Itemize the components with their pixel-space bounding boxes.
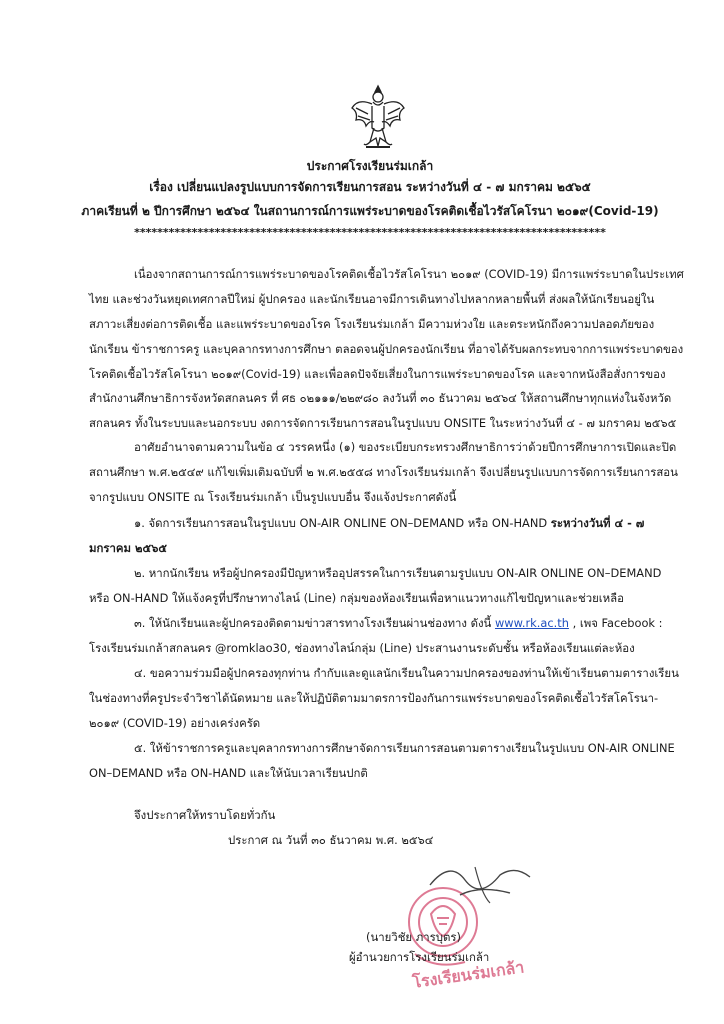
school-website-link[interactable]: www.rk.ac.th	[494, 616, 569, 630]
item-1-date-continued: มกราคม ๒๕๖๕	[89, 541, 167, 555]
document-title: ประกาศโรงเรียนร่มเกล้า	[306, 159, 434, 173]
item-3-line: โรงเรียนร่มเกล้าสกลนคร @romklao30, ช่องทางไลน์กลุ่ม (Line) ประสานงานระดับชั้น หรือห้องเรียนแต่ละห้อง	[89, 641, 635, 655]
item-5-line: ON–DEMAND หรือ ON-HAND และให้นับเวลาเรียนปกติ	[89, 766, 368, 780]
item-1-text: ๑. จัดการเรียนการสอนในรูปแบบ ON-AIR ONLINE ON–DEMAND หรือ ON-HAND	[134, 516, 551, 530]
item-4-line: ๒๐๑๙ (COVID-19) อย่างเคร่งครัด	[89, 716, 261, 730]
item-5-line: ๕. ให้ข้าราชการครูและบุคลากรทางการศึกษาจัดการเรียนการสอนตามตารางเรียนในรูปแบบ ON-AIR ONLINE	[134, 741, 675, 755]
item-1-line	[134, 516, 644, 530]
document-semester-line: ภาคเรียนที่ ๒ ปีการศึกษา ๒๕๖๔ ในสถานการณ์การแพร่ระบาดของโรคติดเชื้อไวรัสโคโรนา ๒๐๑๙(Covid-19)	[81, 204, 659, 218]
garuda-emblem-icon	[348, 82, 408, 152]
item-4-line: ๔. ขอความร่วมมือผู้ปกครองทุกท่าน กำกับและดูแลนักเรียนในความปกครองของท่านให้เข้าเรียนตามตารางเรียน	[134, 666, 679, 680]
announcement-date: ประกาศ ณ วันที่ ๓๐ ธันวาคม พ.ศ. ๒๕๖๔	[228, 833, 434, 847]
paragraph-2-line: จากรูปแบบ ONSITE ณ โรงเรียนร่มเกล้า เป็นรูปแบบอื่น จึงแจ้งประกาศดังนี้	[89, 490, 457, 504]
director-position: ผู้อำนวยการโรงเรียนร่มเกล้า	[349, 950, 490, 964]
paragraph-1-line: ไทย และช่วงวันหยุดเทศกาลปีใหม่ ผู้ปกครอง และนักเรียนอาจมีการเดินทางไปหลากหลายพื้นที่ ส่งผลให้นักเรียนอยู่ใน	[89, 292, 655, 306]
item-1-date-bold: ระหว่างวันที่ ๔ - ๗	[550, 516, 645, 530]
closing-announcement: จึงประกาศให้ทราบโดยทั่วกัน	[134, 808, 276, 822]
paragraph-2-line: อาศัยอำนาจตามความในข้อ ๔ วรรคหนึ่ง (๑) ของระเบียบกระทรวงศึกษาธิการว่าด้วยปีการศึกษาการเปิดและปิด	[134, 440, 677, 454]
director-signature	[420, 855, 550, 915]
document-subject: เรื่อง เปลี่ยนแปลงรูปแบบการจัดการเรียนการสอน ระหว่างวันที่ ๔ - ๗ มกราคม ๒๕๖๕	[149, 180, 591, 194]
paragraph-1-line: เนื่องจากสถานการณ์การแพร่ระบาดของโรคติดเชื้อไวรัสโคโรนา ๒๐๑๙ (COVID-19) มีการแพร่ระบาดในประเทศ	[134, 267, 684, 281]
paragraph-1-line: สภาวะเสี่ยงต่อการติดเชื้อ และแพร่ระบาดของโรค โรงเรียนร่มเกล้า มีความห่วงใย และตระหนักถึงความปลอดภัยของ	[89, 317, 655, 331]
paragraph-1-line: สกลนคร ทั้งในระบบและนอกระบบ งดการจัดการเรียนการสอนในรูปแบบ ONSITE ในระหว่างวันที่ ๔ - ๗ มกราคม ๒๕๖๕	[89, 416, 677, 430]
paragraph-1-line: โรคติดเชื้อไวรัสโคโรนา ๒๐๑๙(Covid-19) และเพื่อลดปัจจัยเสี่ยงในการแพร่ระบาดของโรค และจากหนังสือสั่งการของ	[89, 367, 666, 381]
item-4-line: ในช่องทางที่ครูประจำวิชาได้นัดหมาย และให้ปฏิบัติตามมาตรการป้องกันการแพร่ระบาดของโรคติดเชื้อไวรัสโคโรนา-	[89, 691, 659, 705]
paragraph-1-line: สำนักงานศึกษาธิการจังหวัดสกลนคร ที่ ศธ ๐๒๑๑๑/๒๒๙๘๐ ลงวันที่ ๓๐ ธันวาคม ๒๕๖๔ ให้สถานศึกษาทุกแห่งในจังหวัด	[89, 391, 672, 405]
director-name: (นายวิชัย ภารบุตร)	[366, 930, 461, 944]
paragraph-2-line: สถานศึกษา พ.ศ.๒๕๔๙ แก้ไขเพิ่มเติมฉบับที่ ๒ พ.ศ.๒๕๕๘ ทางโรงเรียนร่มเกล้า จึงเปลี่ยนรูปแบบการจัดการเรียนการสอน	[89, 465, 678, 479]
item-3-facebook-label: , เพจ Facebook :	[568, 616, 663, 630]
item-2-line: ๒. หากนักเรียน หรือผู้ปกครองมีปัญหาหรืออุปสรรคในการเรียนตามรูปแบบ ON-AIR ONLINE ON–DEMAND	[134, 566, 662, 580]
paragraph-1-line: นักเรียน ข้าราชการครู และบุคลากรทางการศึกษา ตลอดจนผู้ปกครองนักเรียน ที่อาจได้รับผลกระทบจากการแพร่ระบาดของ	[89, 342, 684, 356]
svg-text:โรงเรียนร่มเกล้า: โรงเรียนร่มเกล้า	[411, 957, 526, 992]
separator-line: **********************************************************************************	[134, 226, 606, 239]
item-3-text: ๓. ให้นักเรียนและผู้ปกครองติดตามข่าวสารทางโรงเรียนผ่านช่องทาง ดังนี้	[134, 616, 495, 630]
item-3-line	[134, 616, 663, 630]
item-2-line: หรือ ON-HAND ให้แจ้งครูที่ปรึกษาทางไลน์ (Line) กลุ่มของห้องเรียนเพื่อหาแนวทางแก้ไขปัญหาและช่วยเหลือ	[89, 591, 624, 605]
